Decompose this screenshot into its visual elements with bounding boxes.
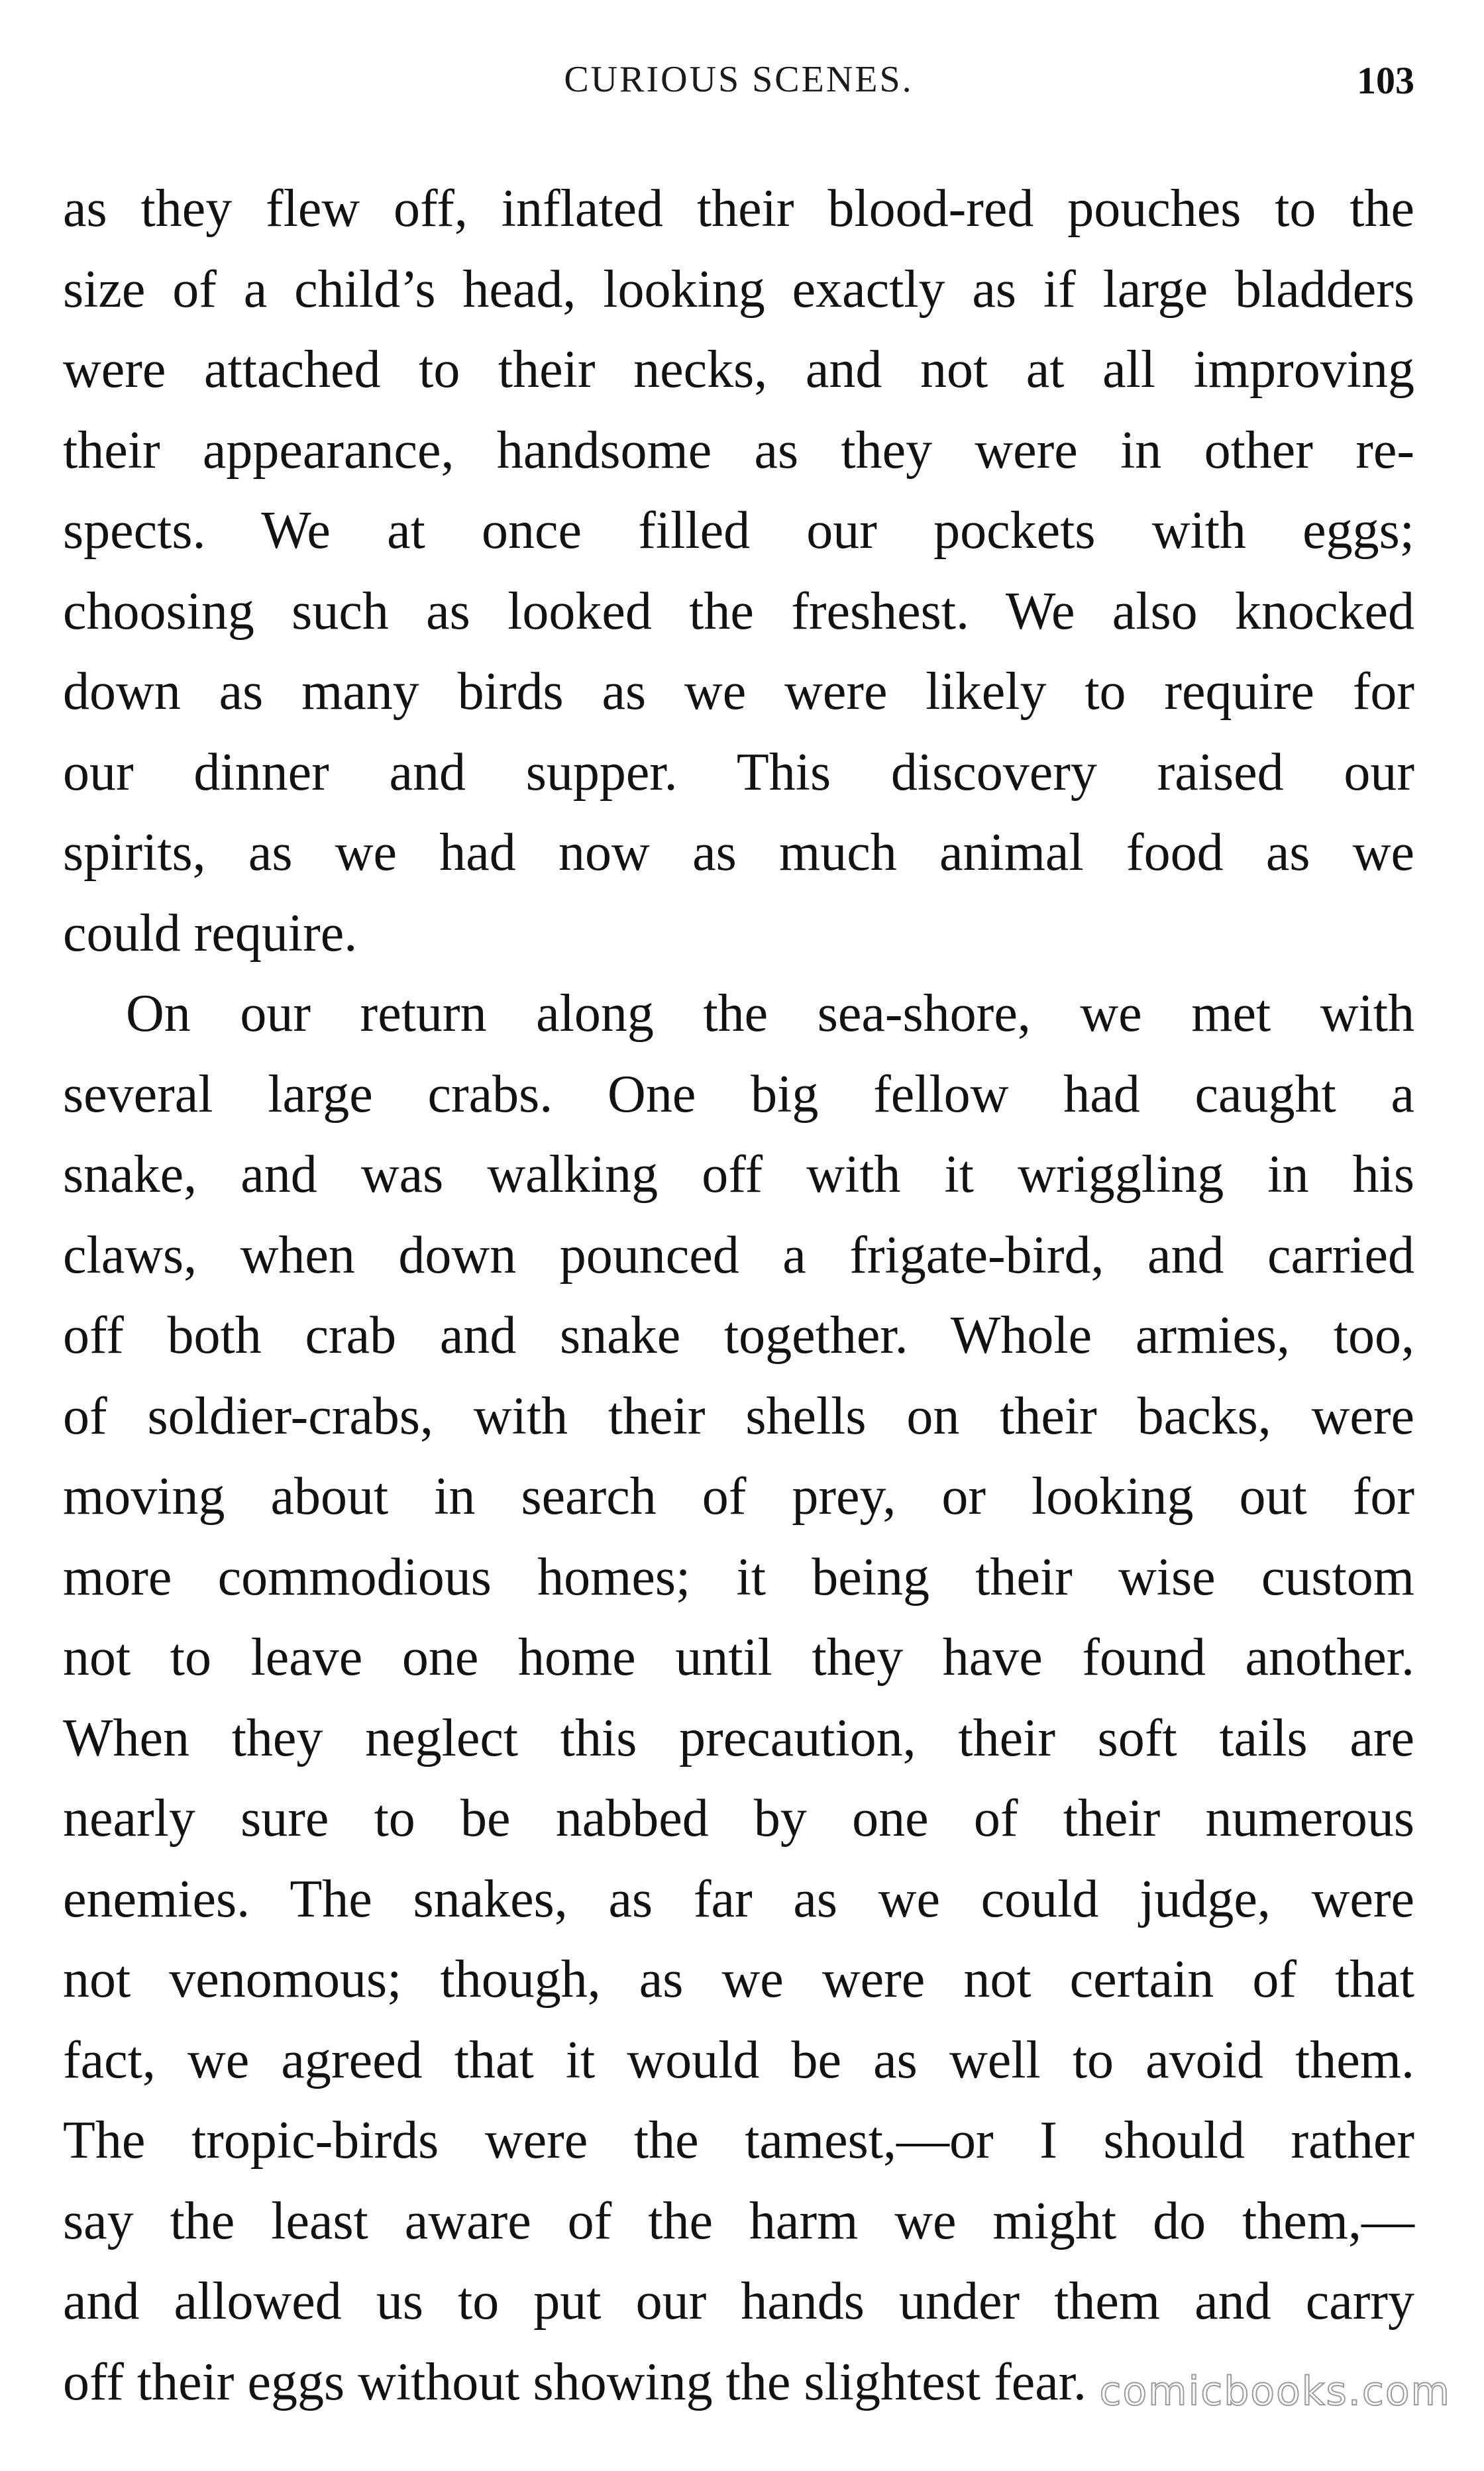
text-line: off both crab and snake together. Whole armies, too, bbox=[63, 1306, 1414, 1365]
text-line: enemies. The snakes, as far as we could judge, were bbox=[63, 1869, 1414, 1928]
text-line: snake, and was walking off with it wriggling in his bbox=[63, 1145, 1414, 1204]
text-line: The tropic-birds were the tamest,—or I should rather bbox=[63, 2111, 1414, 2170]
text-line: spects. We at once filled our pockets with eggs; bbox=[63, 501, 1414, 560]
paragraph bbox=[63, 169, 1414, 974]
text-line: down as many birds as we were likely to require for bbox=[63, 662, 1414, 721]
text-line: as they flew off, inflated their blood-red pouches to the bbox=[63, 180, 1414, 238]
text-line: their appearance, handsome as they were in other re- bbox=[63, 421, 1414, 480]
text-line: On our return along the sea-shore, we met with bbox=[126, 984, 1414, 1043]
text-line: of soldier-crabs, with their shells on their backs, were bbox=[63, 1387, 1414, 1446]
text-line: more commodious homes; it being their wise custom bbox=[63, 1548, 1414, 1606]
text-line: nearly sure to be nabbed by one of their numerous bbox=[63, 1789, 1414, 1848]
text-line: choosing such as looked the freshest. We also knocked bbox=[63, 582, 1414, 641]
text-line: spirits, as we had now as much animal food as we bbox=[63, 823, 1414, 882]
text-line: and allowed us to put our hands under them and carry bbox=[63, 2272, 1414, 2331]
text-line: off their eggs without showing the slightest fear. bbox=[63, 2352, 1086, 2411]
text-line: size of a child’s head, looking exactly as if large bladders bbox=[63, 260, 1414, 319]
watermark: comicbooks.com bbox=[1099, 2368, 1451, 2415]
text-line: moving about in search of prey, or looking out for bbox=[63, 1467, 1414, 1526]
text-line: When they neglect this precaution, their soft tails are bbox=[63, 1709, 1414, 1767]
page-header bbox=[63, 58, 1414, 111]
text-line: could require. bbox=[63, 904, 358, 963]
text-line: say the least aware of the harm we might do them,— bbox=[63, 2191, 1414, 2250]
text-line: our dinner and supper. This discovery raised our bbox=[63, 743, 1414, 802]
text-line: not to leave one home until they have found another. bbox=[63, 1628, 1414, 1687]
body-text bbox=[63, 169, 1414, 2423]
text-line: fact, we agreed that it would be as well to avoid them. bbox=[63, 2030, 1414, 2089]
running-head: CURIOUS SCENES. bbox=[564, 59, 914, 100]
text-line: several large crabs. One big fellow had caught a bbox=[63, 1065, 1414, 1124]
text-line: not venomous; though, as we were not certain of that bbox=[63, 1950, 1414, 2009]
text-line: claws, when down pounced a frigate-bird, and carried bbox=[63, 1226, 1414, 1285]
text-line: were attached to their necks, and not at all improving bbox=[63, 341, 1414, 399]
page-number: 103 bbox=[1357, 59, 1414, 102]
paragraph bbox=[63, 974, 1414, 2423]
